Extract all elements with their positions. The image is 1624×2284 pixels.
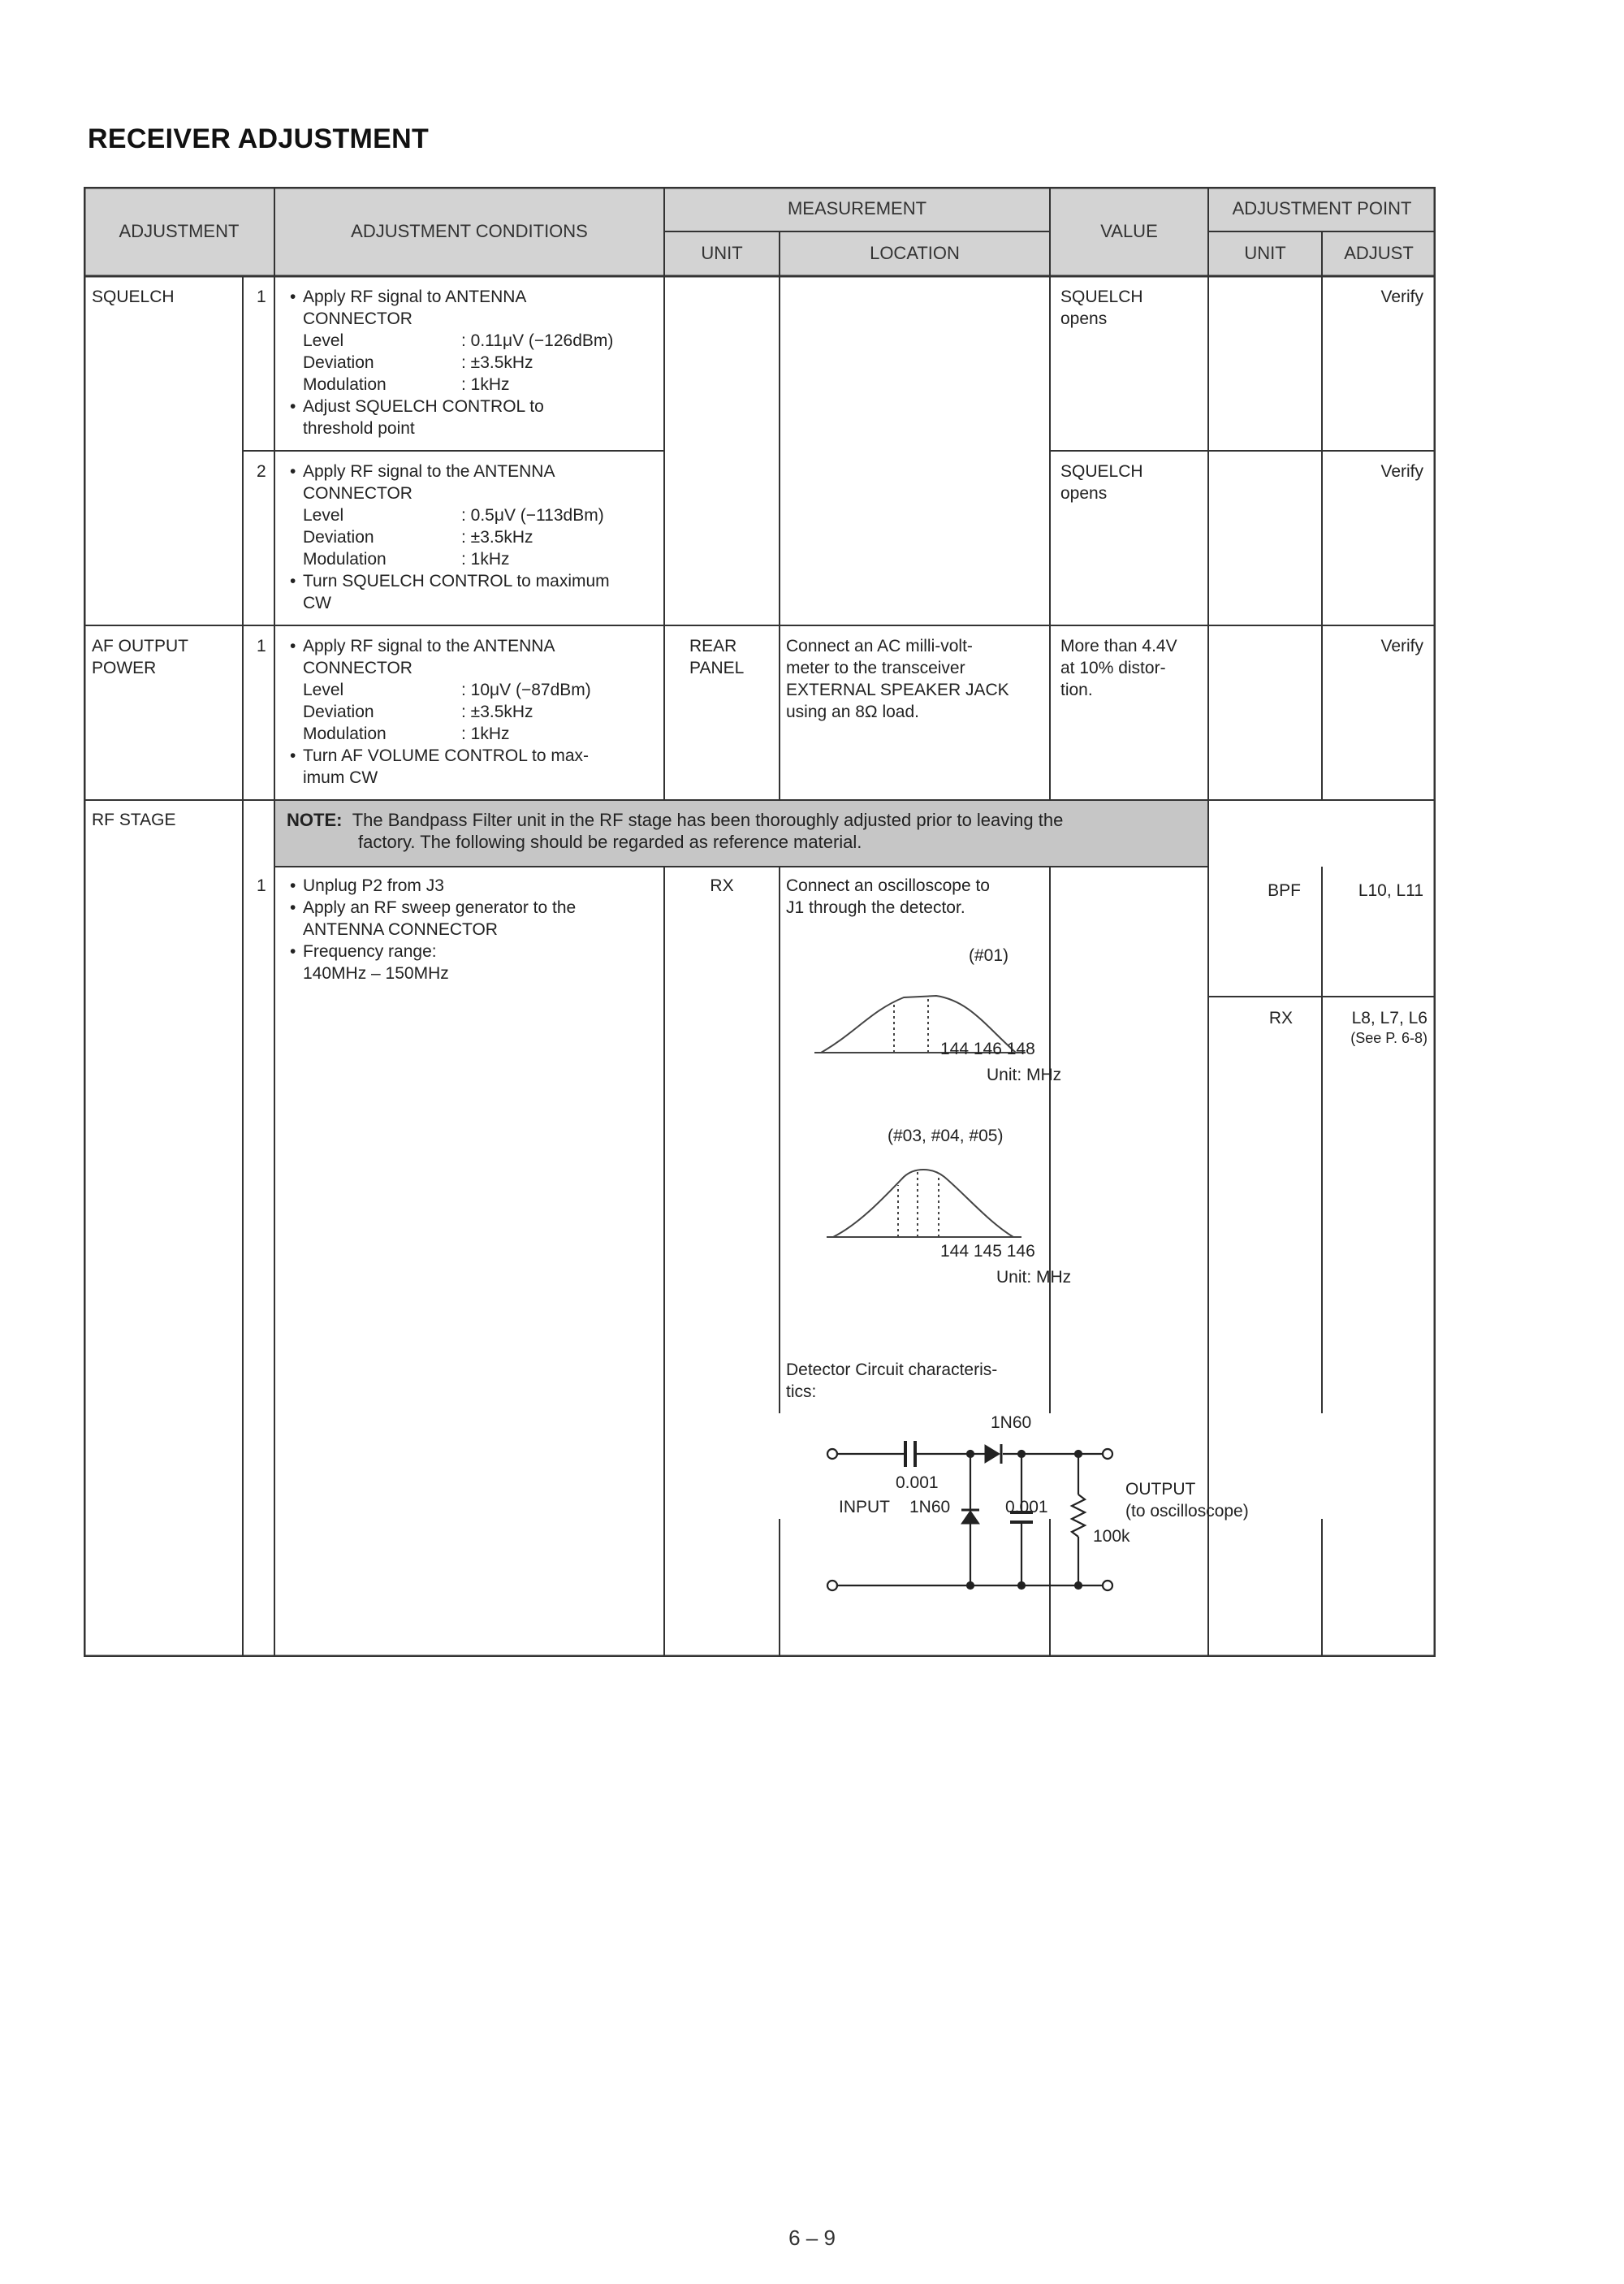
header-value: VALUE bbox=[1100, 221, 1158, 241]
squelch-step1-adjust: Verify bbox=[1380, 288, 1423, 306]
circuit-shunt-diode-label: 1N60 bbox=[909, 1498, 951, 1516]
header-ap-unit: UNIT bbox=[1244, 243, 1286, 263]
squelch-step2-value: SQUELCH opens bbox=[1060, 462, 1143, 503]
row-rf-stage-label: RF STAGE bbox=[92, 811, 176, 829]
rf-step1-number: 1 bbox=[257, 876, 266, 895]
rf-location: Connect an oscilloscope to J1 through the detector. bbox=[786, 876, 990, 917]
squelch-step1-number: 1 bbox=[257, 288, 266, 306]
page-title: RECEIVER ADJUSTMENT bbox=[88, 123, 430, 154]
circuit-diode-top-label: 1N60 bbox=[991, 1413, 1032, 1432]
curve1-unit: Unit: MHz bbox=[987, 1066, 1062, 1084]
curve2-ticks: 144 145 146 bbox=[940, 1242, 1035, 1261]
squelch-step2-number: 2 bbox=[257, 462, 266, 481]
circuit-resistor-label: 100k bbox=[1093, 1527, 1130, 1546]
page-number: 6 – 9 bbox=[788, 2226, 836, 2250]
squelch-step1-conditions: • Apply RF signal to ANTENNA CONNECTOR Level : 0.11μV (−126dBm) Deviation : ±3.5kHz Modulation : 1kHz • Adjust SQUELCH CONTROL to threshold point bbox=[303, 286, 613, 439]
af-value: More than 4.4V at 10% distor- tion. bbox=[1060, 637, 1177, 699]
circuit-series-cap-label: 0.001 bbox=[896, 1473, 939, 1492]
header-ap-adjust: ADJUST bbox=[1344, 243, 1414, 263]
squelch-step2-adjust: Verify bbox=[1380, 462, 1423, 481]
rf-ap2-unit: RX bbox=[1268, 1009, 1293, 1027]
af-step1-number: 1 bbox=[257, 637, 266, 655]
header-meas-unit: UNIT bbox=[701, 243, 743, 263]
row-af-output-label: AF OUTPUT POWER bbox=[92, 637, 188, 677]
circuit-output-label: OUTPUT (to oscilloscope) bbox=[1125, 1480, 1249, 1521]
receiver-adjustment-table bbox=[84, 187, 1436, 1657]
curve1-label: (#01) bbox=[969, 946, 1009, 965]
af-step1-conditions: • Apply RF signal to the ANTENNA CONNECTOR Level : 10μV (−87dBm) Deviation : ±3.5kHz Modulation : 1kHz • Turn AF VOLUME CONTROL to max- imum CW bbox=[303, 635, 591, 789]
detector-caption: Detector Circuit characteris- tics: bbox=[786, 1360, 998, 1401]
rf-note: NOTE: The Bandpass Filter unit in the RF stage has been thoroughly adjusted prior to leaving the factory. The following should be regarded as reference material. bbox=[287, 810, 1064, 852]
curve1-ticks: 144 146 148 bbox=[940, 1040, 1035, 1058]
rf-ap1-unit: BPF bbox=[1268, 881, 1301, 900]
curve2-unit: Unit: MHz bbox=[996, 1268, 1072, 1287]
squelch-step2-conditions: • Apply RF signal to the ANTENNA CONNECTOR Level : 0.5μV (−113dBm) Deviation : ±3.5kHz Modulation : 1kHz • Turn SQUELCH CONTROL to maximum CW bbox=[303, 461, 610, 614]
header-conditions: ADJUSTMENT CONDITIONS bbox=[351, 221, 588, 241]
header-location: LOCATION bbox=[870, 243, 960, 263]
af-adjust: Verify bbox=[1380, 637, 1423, 655]
circuit-shunt-cap-label: 0.001 bbox=[1005, 1498, 1048, 1516]
header-adjustment-point: ADJUSTMENT POINT bbox=[1232, 198, 1412, 218]
squelch-step1-value: SQUELCH opens bbox=[1060, 288, 1143, 328]
header-adjustment: ADJUSTMENT bbox=[119, 221, 240, 241]
rf-ap2-adjust: L8, L7, L6 (See P. 6-8) bbox=[1350, 1009, 1427, 1046]
header-measurement: MEASUREMENT bbox=[787, 198, 927, 218]
af-location: Connect an AC milli-volt- meter to the transceiver EXTERNAL SPEAKER JACK using an 8Ω load. bbox=[786, 637, 1009, 721]
circuit-input-label: INPUT bbox=[839, 1498, 890, 1516]
rf-meas-unit: RX bbox=[710, 876, 734, 895]
af-meas-unit: REAR PANEL bbox=[689, 637, 745, 677]
curve2-label: (#03, #04, #05) bbox=[888, 1127, 1004, 1145]
row-squelch-label: SQUELCH bbox=[92, 288, 175, 306]
rf-step1-conditions: • Unplug P2 from J3 • Apply an RF sweep generator to the ANTENNA CONNECTOR • Frequency range: 140MHz – 150MHz bbox=[303, 875, 576, 984]
curve2-graph bbox=[818, 1149, 1030, 1255]
rf-ap1-adjust: L10, L11 bbox=[1358, 881, 1423, 900]
table-grid bbox=[84, 187, 1436, 1657]
